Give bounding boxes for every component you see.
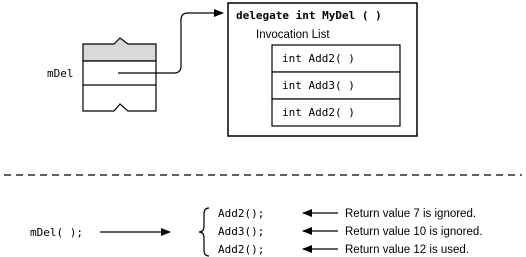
- reference-box-body: [83, 61, 156, 111]
- mdel-reference-box: [83, 38, 156, 111]
- mdel-label: mDel: [47, 67, 74, 80]
- call-line: Add2();: [218, 207, 265, 220]
- invocation-list-item: int Add3( ): [282, 79, 355, 92]
- invocation-list-item: int Add2( ): [282, 106, 355, 119]
- invocation-list-title: Invocation List: [256, 29, 330, 41]
- call-line: Add2();: [218, 243, 265, 256]
- return-value-note: Return value 10 is ignored.: [345, 226, 483, 238]
- curly-brace: [199, 208, 209, 256]
- return-value-note: Return value 12 is used.: [345, 244, 470, 256]
- call-line: Add3();: [218, 225, 265, 238]
- call-sequence: [218, 207, 482, 256]
- invocation-list: [272, 45, 400, 126]
- call-statement: mDel( );: [30, 226, 83, 239]
- invocation-list-item: int Add2( ): [282, 52, 355, 65]
- delegate-declaration: delegate int MyDel ( ): [236, 9, 382, 22]
- return-value-note: Return value 7 is ignored.: [345, 208, 477, 220]
- reference-box-header: [83, 38, 156, 61]
